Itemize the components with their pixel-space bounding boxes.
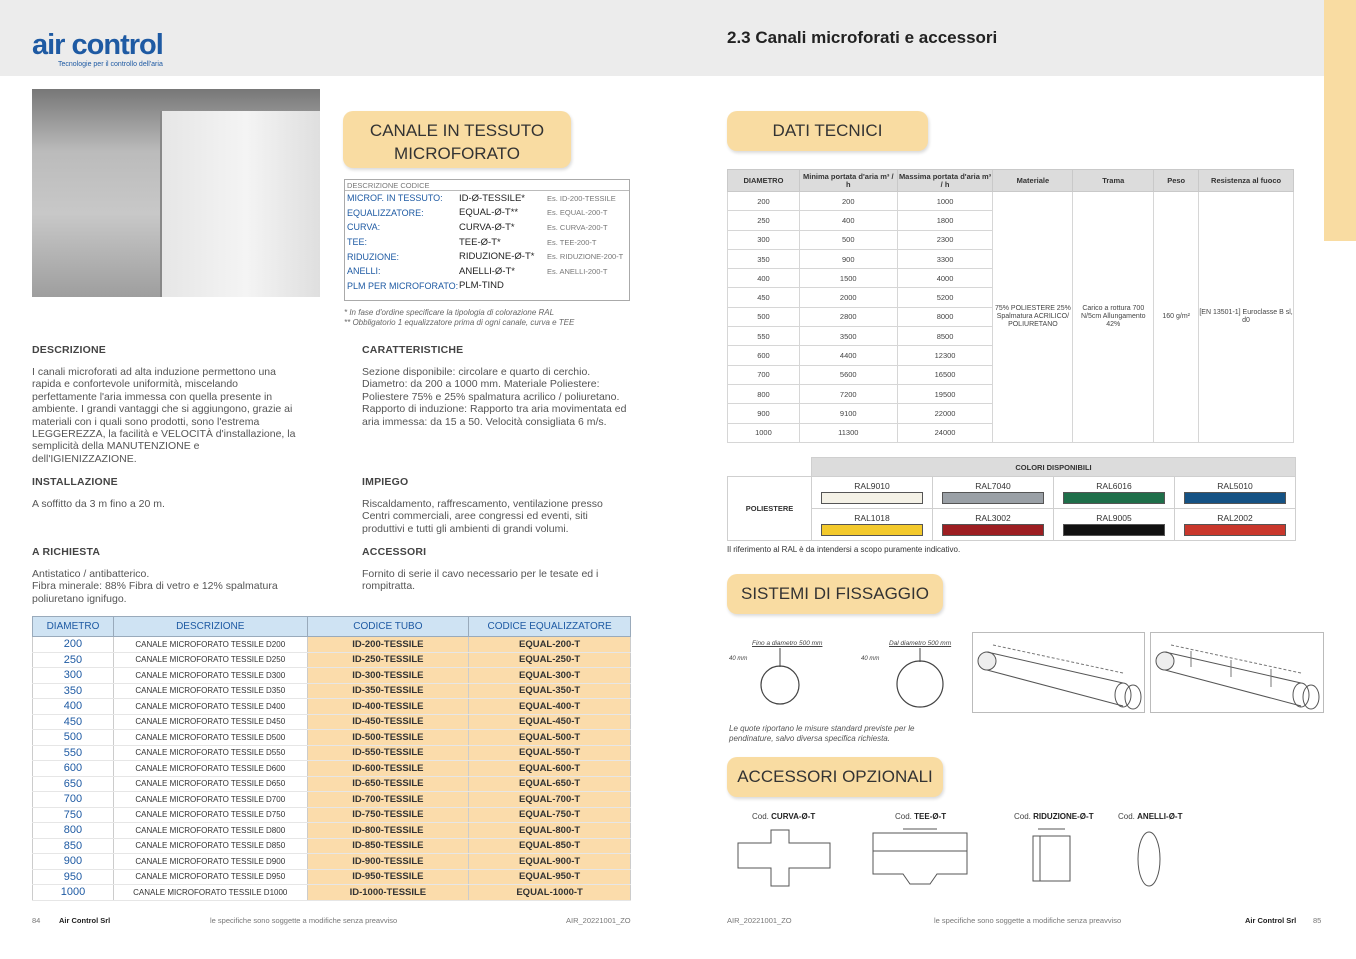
code-example: Es. ANELLI-200-T: [547, 266, 608, 276]
cell-descrizione: CANALE MICROFORATO TESSILE D650: [113, 776, 307, 792]
tech-cell-diametro: 300: [728, 230, 800, 249]
cell-descrizione: CANALE MICROFORATO TESSILE D500: [113, 730, 307, 746]
product-photo: [32, 89, 320, 297]
product-table-header: [33, 617, 631, 637]
cell-descrizione: CANALE MICROFORATO TESSILE D600: [113, 761, 307, 777]
cell-descrizione: CANALE MICROFORATO TESSILE D400: [113, 699, 307, 715]
cell-codice-tubo: ID-450-TESSILE: [307, 714, 469, 730]
table-row: [33, 730, 631, 746]
code-row: [345, 279, 629, 294]
tech-cell-max: 1000: [897, 192, 993, 211]
cell-codice-equal: EQUAL-200-T: [469, 637, 631, 653]
product-table: [32, 616, 631, 901]
logo: [32, 30, 163, 68]
col-codice-equalizzatore: CODICE EQUALIZZATORE: [469, 617, 631, 637]
color-swatch: [821, 492, 923, 504]
accessori-opzionali-title: ACCESSORI OPZIONALI: [727, 757, 943, 797]
code-example: Es. RIDUZIONE-200-T: [547, 252, 624, 262]
brand-name: air control: [32, 29, 163, 61]
color-cell: [812, 509, 933, 541]
tech-cell-diametro: 800: [728, 384, 800, 403]
cell-codice-tubo: ID-900-TESSILE: [307, 854, 469, 870]
table-row: [33, 792, 631, 808]
cell-codice-equal: EQUAL-600-T: [469, 761, 631, 777]
tech-materiale: 75% POLIESTERE 25% Spalmatura ACRILICO/ POLIURETANO: [993, 192, 1073, 443]
color-swatch: [821, 524, 923, 536]
tech-trama: Carico a rottura 700 N/5cm Allungamento 42%: [1073, 192, 1154, 443]
code-box-header: DESCRIZIONE CODICE: [345, 180, 629, 191]
color-cell: [933, 477, 1054, 509]
table-row: [33, 885, 631, 901]
cell-codice-tubo: ID-200-TESSILE: [307, 637, 469, 653]
cell-descrizione: CANALE MICROFORATO TESSILE D1000: [113, 885, 307, 901]
cell-descrizione: CANALE MICROFORATO TESSILE D300: [113, 668, 307, 684]
cell-codice-tubo: ID-800-TESSILE: [307, 823, 469, 839]
tech-cell-diametro: 350: [728, 249, 800, 268]
tech-cell-min: 900: [799, 249, 897, 268]
cell-descrizione: CANALE MICROFORATO TESSILE D700: [113, 792, 307, 808]
fix-dim-1: 40 mm: [729, 656, 748, 662]
note-2: ** Obbligatorio 1 equalizzatore prima di ogni canale, curva e TEE: [344, 318, 575, 327]
tech-cell-diametro: 550: [728, 327, 800, 346]
code-row: [345, 249, 629, 264]
cell-diametro: 500: [33, 730, 114, 746]
cell-codice-tubo: ID-250-TESSILE: [307, 652, 469, 668]
tech-cell-min: 4400: [799, 346, 897, 365]
colors-table: [727, 457, 1296, 541]
tech-cell-min: 11300: [799, 423, 897, 442]
table-row: [33, 854, 631, 870]
cell-codice-tubo: ID-550-TESSILE: [307, 745, 469, 761]
tech-cell-max: 16500: [897, 365, 993, 384]
order-notes: [344, 308, 574, 328]
code-example: Es. ID-200-TESSILE: [547, 193, 616, 203]
table-row: [33, 668, 631, 684]
header-band: [0, 0, 1356, 76]
tech-cell-max: 8000: [897, 307, 993, 326]
tech-col-materiale: Materiale: [993, 170, 1073, 192]
table-row: [33, 637, 631, 653]
color-name: RAL3002: [975, 513, 1011, 523]
cell-codice-tubo: ID-750-TESSILE: [307, 807, 469, 823]
tech-col-diametro: DIAMETRO: [728, 170, 800, 192]
footer-left-page: 84: [32, 916, 41, 925]
tech-cell-min: 3500: [799, 327, 897, 346]
color-name: RAL9005: [1096, 513, 1132, 523]
footer-left-note: le specifiche sono soggette a modifiche senza preavviso: [210, 916, 398, 925]
tech-cell-max: 5200: [897, 288, 993, 307]
code-row: [345, 191, 629, 206]
cell-codice-equal: EQUAL-900-T: [469, 854, 631, 870]
code-key: CURVA:: [347, 222, 381, 233]
table-row: [33, 838, 631, 854]
cell-descrizione: CANALE MICROFORATO TESSILE D350: [113, 683, 307, 699]
cell-diametro: 900: [33, 854, 114, 870]
accessori-heading: ACCESSORI: [362, 546, 427, 558]
curva-drawing: [738, 830, 830, 886]
table-row: [33, 699, 631, 715]
tech-cell-max: 19500: [897, 384, 993, 403]
color-swatch: [942, 524, 1044, 536]
cell-descrizione: CANALE MICROFORATO TESSILE D800: [113, 823, 307, 839]
code-key: EQUALIZZATORE:: [347, 207, 424, 218]
tech-col-min: Minima portata d'aria m³ / h: [799, 170, 897, 192]
cell-diametro: 400: [33, 699, 114, 715]
color-name: RAL6016: [1096, 481, 1132, 491]
a-richiesta-text: [32, 568, 300, 605]
tech-cell-diametro: 700: [728, 365, 800, 384]
brand-tagline: Tecnologie per il controllo dell'aria: [58, 61, 163, 68]
code-value: RIDUZIONE-Ø-T*: [459, 251, 535, 263]
descrizione-text: I canali microforati ad alta induzione permettono una rapida e confortevole uniformità, miscelando perfettamente l'aria immessa con quella presente in ambiente. I grandi vantaggi che si aggiungono, grazie ai materiali con i quali sono prodotti, sono l'estrema LEGGEREZZA, la facilità e VELOCITÀ d'installazione, la semplicità della MANUTENZIONE e dell'IGIENIZZAZIONE.: [32, 366, 296, 465]
tech-cell-min: 500: [799, 230, 897, 249]
cell-codice-equal: EQUAL-700-T: [469, 792, 631, 808]
footer-right-page: 85: [1313, 916, 1322, 925]
page-tab: [1324, 0, 1356, 241]
section-a-richiesta: [32, 546, 300, 605]
cell-descrizione: CANALE MICROFORATO TESSILE D950: [113, 869, 307, 885]
section-accessori: [362, 546, 630, 593]
impiego-text: Riscaldamento, raffrescamento, ventilazione presso Centri commerciali, aree congressi ed eventi, siti produttivi e tutti gli ambienti di grandi volumi.: [362, 498, 603, 535]
tech-cell-diametro: 250: [728, 211, 800, 230]
color-swatch: [1063, 524, 1165, 536]
fix-label-1: Fino a diametro 500 mm: [752, 640, 823, 647]
cell-codice-equal: EQUAL-500-T: [469, 730, 631, 746]
color-name: RAL7040: [975, 481, 1011, 491]
table-row: [33, 761, 631, 777]
cell-diametro: 950: [33, 869, 114, 885]
tech-peso: 160 g/m²: [1154, 192, 1199, 443]
cell-diametro: 550: [33, 745, 114, 761]
footer-right-company: Air Control Srl: [1245, 916, 1297, 925]
riduzione-drawing: [1033, 829, 1070, 881]
cell-codice-equal: EQUAL-950-T: [469, 869, 631, 885]
tech-cell-max: 3300: [897, 249, 993, 268]
tech-cell-max: 24000: [897, 423, 993, 442]
color-cell: [1054, 509, 1175, 541]
cell-diametro: 350: [33, 683, 114, 699]
a-richiesta-line1: Antistatico / antibatterico.: [32, 568, 150, 580]
acc-label-anelli: Cod. ANELLI-Ø-T: [1118, 812, 1183, 821]
cell-codice-tubo: ID-850-TESSILE: [307, 838, 469, 854]
cell-diametro: 650: [33, 776, 114, 792]
col-diametro: DIAMETRO: [33, 617, 114, 637]
fix-dim-2: 40 mm: [861, 656, 880, 662]
code-value: CURVA-Ø-T*: [459, 221, 515, 233]
code-list: [345, 191, 629, 293]
color-name: RAL9010: [854, 481, 890, 491]
tech-cell-diametro: 1000: [728, 423, 800, 442]
code-row: [345, 235, 629, 250]
code-example: Es. TEE-200-T: [547, 237, 597, 247]
dati-tecnici-title: DATI TECNICI: [727, 111, 928, 151]
tech-cell-min: 7200: [799, 384, 897, 403]
tech-cell-max: 2300: [897, 230, 993, 249]
color-name: RAL1018: [854, 513, 890, 523]
code-example: Es. EQUAL-200-T: [547, 208, 608, 218]
footer-right-code: AIR_20221001_ZO: [727, 916, 792, 925]
section-descrizione: [32, 344, 300, 465]
table-row: [33, 683, 631, 699]
tech-cell-min: 2000: [799, 288, 897, 307]
a-richiesta-heading: A RICHIESTA: [32, 546, 101, 558]
cell-diametro: 450: [33, 714, 114, 730]
table-row: [33, 714, 631, 730]
anelli-drawing: [1138, 832, 1160, 886]
acc-label-curva: Cod. CURVA-Ø-T: [752, 812, 816, 821]
cell-descrizione: CANALE MICROFORATO TESSILE D200: [113, 637, 307, 653]
cell-descrizione: CANALE MICROFORATO TESSILE D750: [113, 807, 307, 823]
cell-codice-equal: EQUAL-450-T: [469, 714, 631, 730]
code-row: [345, 264, 629, 279]
color-cell: [1175, 509, 1296, 541]
duct-image: [160, 111, 320, 297]
cell-descrizione: CANALE MICROFORATO TESSILE D900: [113, 854, 307, 870]
tech-cell-min: 9100: [799, 404, 897, 423]
code-row: [345, 206, 629, 221]
chapter-title: 2.3 Canali microforati e accessori: [727, 28, 998, 47]
product-title-line2: MICROFORATO: [394, 144, 520, 163]
code-key: TEE:: [347, 237, 368, 248]
tech-cell-min: 5600: [799, 365, 897, 384]
footer-left-company: Air Control Srl: [59, 916, 111, 925]
accessori-text: Fornito di serie il cavo necessario per le tesate ed i rompitratta.: [362, 568, 599, 593]
tech-cell-max: 1800: [897, 211, 993, 230]
code-key: MICROF. IN TESSUTO:: [347, 193, 443, 204]
code-key: RIDUZIONE:: [347, 251, 400, 262]
ral-note: Il riferimento al RAL è da intendersi a scopo puramente indicativo.: [727, 545, 961, 554]
code-example: Es. CURVA-200-T: [547, 222, 608, 232]
table-row: [33, 745, 631, 761]
cell-diametro: 600: [33, 761, 114, 777]
cell-codice-equal: EQUAL-800-T: [469, 823, 631, 839]
note-1: * In fase d'ordine specificare la tipologia di colorazione RAL: [344, 308, 555, 317]
accessory-drawings: [735, 826, 1195, 892]
tech-cell-max: 22000: [897, 404, 993, 423]
cell-codice-equal: EQUAL-1000-T: [469, 885, 631, 901]
product-title-line1: CANALE IN TESSUTO: [369, 121, 545, 140]
table-row: [33, 869, 631, 885]
tech-col-max: Massima portata d'aria m³ / h: [897, 170, 993, 192]
code-box: [344, 179, 630, 301]
cell-codice-tubo: ID-400-TESSILE: [307, 699, 469, 715]
table-row: [33, 823, 631, 839]
color-cell: [812, 477, 933, 509]
code-value: ANELLI-Ø-T*: [459, 265, 515, 277]
tech-cell-min: 400: [799, 211, 897, 230]
fix-drawing-4: [1150, 632, 1324, 713]
acc-label-tee: Cod. TEE-Ø-T: [895, 812, 947, 821]
tech-table-header: [728, 170, 1294, 192]
table-row: [33, 776, 631, 792]
cell-codice-tubo: ID-500-TESSILE: [307, 730, 469, 746]
tech-row: [728, 192, 1294, 211]
col-descrizione: DESCRIZIONE: [113, 617, 307, 637]
cell-descrizione: CANALE MICROFORATO TESSILE D450: [113, 714, 307, 730]
section-impiego: [362, 476, 630, 535]
color-cell: [933, 509, 1054, 541]
a-richiesta-line2: Fibra minerale: 88% Fibra di vetro e 12% spalmatura poliuretano ignifugo.: [32, 580, 278, 605]
color-swatch: [1184, 492, 1286, 504]
tech-cell-min: 1500: [799, 269, 897, 288]
cell-descrizione: CANALE MICROFORATO TESSILE D850: [113, 838, 307, 854]
color-swatch: [1063, 492, 1165, 504]
code-key: ANELLI:: [347, 266, 381, 277]
code-value: PLM-TIND: [459, 280, 504, 292]
tech-col-fuoco: Resistenza al fuoco: [1199, 170, 1294, 192]
cell-codice-equal: EQUAL-400-T: [469, 699, 631, 715]
tech-fuoco: [EN 13501-1] Euroclasse B sl, d0: [1199, 192, 1294, 443]
fix-circles: [727, 632, 967, 722]
color-name: RAL5010: [1217, 481, 1253, 491]
color-cell: [1175, 477, 1296, 509]
cell-codice-tubo: ID-650-TESSILE: [307, 776, 469, 792]
cell-codice-equal: EQUAL-650-T: [469, 776, 631, 792]
acc-label-riduzione: Cod. RIDUZIONE-Ø-T: [1014, 812, 1094, 821]
tee-drawing: [873, 829, 967, 884]
section-caratteristiche: [362, 344, 630, 428]
fixing-drawings: [727, 632, 967, 722]
code-row: [345, 220, 629, 235]
tech-cell-max: 8500: [897, 327, 993, 346]
code-value: ID-Ø-TESSILE*: [459, 192, 525, 204]
tech-cell-max: 4000: [897, 269, 993, 288]
footer-left-code: AIR_20221001_ZO: [566, 916, 631, 925]
descrizione-heading: DESCRIZIONE: [32, 344, 106, 356]
tech-cell-max: 12300: [897, 346, 993, 365]
color-cell: [1054, 477, 1175, 509]
tech-cell-diametro: 900: [728, 404, 800, 423]
code-value: EQUAL-Ø-T**: [459, 207, 519, 219]
fissaggio-title: SISTEMI DI FISSAGGIO: [727, 574, 943, 614]
impiego-heading: IMPIEGO: [362, 476, 409, 488]
poliestere-label: POLIESTERE: [728, 477, 812, 541]
tech-cell-diametro: 500: [728, 307, 800, 326]
cell-codice-equal: EQUAL-850-T: [469, 838, 631, 854]
installazione-text: A soffitto da 3 m fino a 20 m.: [32, 498, 165, 510]
caratteristiche-text: Sezione disponibile: circolare e quarto di cerchio. Diametro: da 200 a 1000 mm. Materiale Poliestere: Poliestere 75% e 25% spalmatura acrilico / poliuretano. Rapporto di induzione: Rapporto tra aria movimentata ed aria immessa: da 15 a 50. Velocità consigliata 6 m/s.: [362, 366, 627, 428]
tech-cell-min: 200: [799, 192, 897, 211]
fix-label-2: Dal diametro 500 mm: [889, 640, 952, 647]
color-swatch: [942, 492, 1044, 504]
cell-descrizione: CANALE MICROFORATO TESSILE D250: [113, 652, 307, 668]
cell-diametro: 250: [33, 652, 114, 668]
tech-cell-diametro: 400: [728, 269, 800, 288]
fissaggio-note: Le quote riportano le misure standard previste per le pendinature, salvo diversa specifica richiesta.: [729, 724, 915, 743]
installazione-heading: INSTALLAZIONE: [32, 476, 118, 488]
cell-diametro: 850: [33, 838, 114, 854]
cell-codice-equal: EQUAL-350-T: [469, 683, 631, 699]
cell-codice-equal: EQUAL-250-T: [469, 652, 631, 668]
col-codice-tubo: CODICE TUBO: [307, 617, 469, 637]
cell-codice-tubo: ID-300-TESSILE: [307, 668, 469, 684]
cell-descrizione: CANALE MICROFORATO TESSILE D550: [113, 745, 307, 761]
code-key: PLM PER MICROFORATO:: [347, 280, 459, 291]
cell-codice-tubo: ID-950-TESSILE: [307, 869, 469, 885]
cell-codice-tubo: ID-350-TESSILE: [307, 683, 469, 699]
table-row: [33, 652, 631, 668]
cell-diametro: 200: [33, 637, 114, 653]
cell-codice-tubo: ID-600-TESSILE: [307, 761, 469, 777]
cell-diametro: 700: [33, 792, 114, 808]
colori-title: COLORI DISPONIBILI: [812, 458, 1296, 477]
section-installazione: [32, 476, 300, 510]
cell-diametro: 750: [33, 807, 114, 823]
tech-table: [727, 169, 1294, 443]
cell-codice-equal: EQUAL-750-T: [469, 807, 631, 823]
fix-drawing-3: [972, 632, 1145, 713]
tech-col-peso: Peso: [1154, 170, 1199, 192]
color-swatch: [1184, 524, 1286, 536]
tech-cell-diametro: 200: [728, 192, 800, 211]
tech-cell-diametro: 600: [728, 346, 800, 365]
color-name: RAL2002: [1217, 513, 1253, 523]
tech-col-trama: Trama: [1073, 170, 1154, 192]
tech-cell-diametro: 450: [728, 288, 800, 307]
code-value: TEE-Ø-T*: [459, 236, 501, 248]
footer-right-note: le specifiche sono soggette a modifiche senza preavviso: [934, 916, 1122, 925]
cell-codice-tubo: ID-1000-TESSILE: [307, 885, 469, 901]
product-title-box: [343, 111, 571, 168]
table-row: [33, 807, 631, 823]
cell-codice-equal: EQUAL-300-T: [469, 668, 631, 684]
caratteristiche-heading: CARATTERISTICHE: [362, 344, 464, 356]
tech-cell-min: 2800: [799, 307, 897, 326]
cell-diametro: 1000: [33, 885, 114, 901]
cell-diametro: 800: [33, 823, 114, 839]
cell-codice-equal: EQUAL-550-T: [469, 745, 631, 761]
cell-diametro: 300: [33, 668, 114, 684]
cell-codice-tubo: ID-700-TESSILE: [307, 792, 469, 808]
